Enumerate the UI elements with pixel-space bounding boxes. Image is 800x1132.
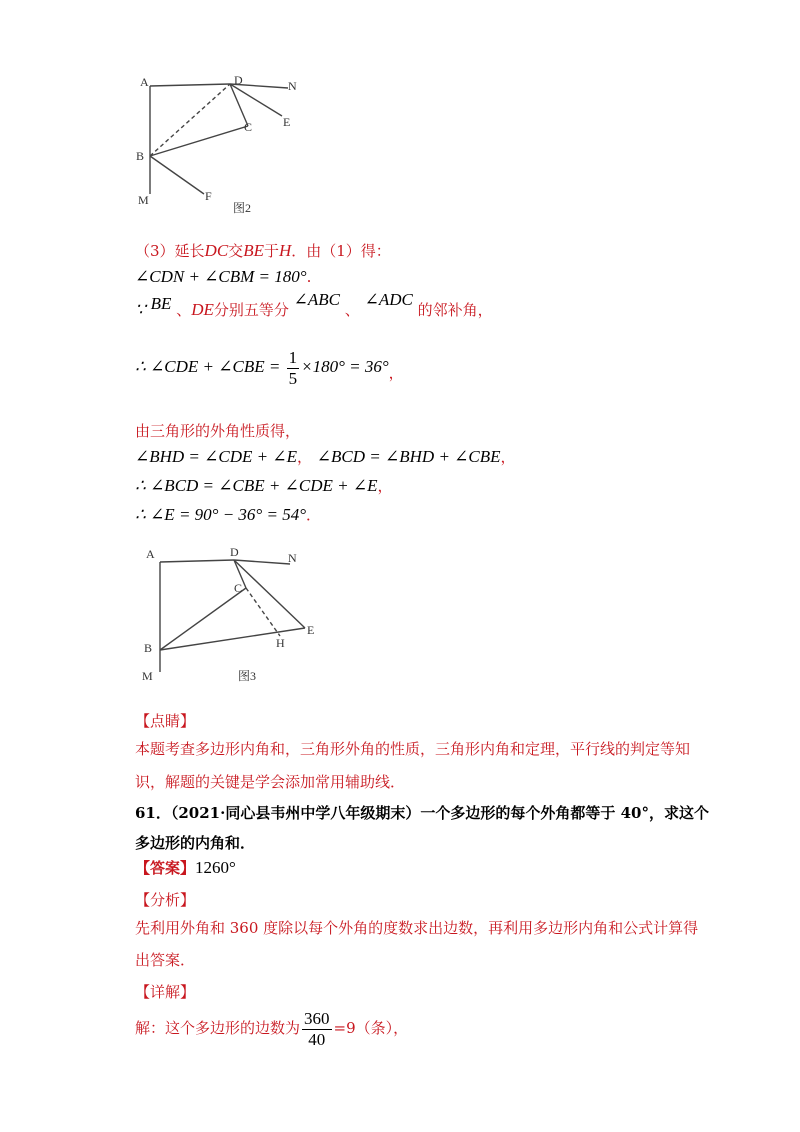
- figure-2: [130, 68, 310, 218]
- intro-mid2: 于: [263, 242, 279, 260]
- answer-label: 【答案】: [135, 859, 196, 877]
- fraction-360-40: [302, 1009, 332, 1050]
- because-de: DE: [191, 300, 214, 319]
- eq3-text: ∴ ∠BCD = ∠CBE + ∠CDE + ∠E: [135, 476, 378, 495]
- fraction-one-fifth: [287, 348, 300, 389]
- fig3-label-b: B: [144, 641, 153, 655]
- eq2-end: ，: [500, 448, 516, 466]
- fig2-caption: 图2: [233, 201, 252, 215]
- equation-bhd-bcd: [135, 447, 516, 467]
- figure-3: [130, 540, 330, 690]
- question-61-line-2: [135, 833, 255, 853]
- therefore1-pre: ∴ ∠CDE + ∠CBE =: [135, 357, 285, 376]
- detail-line: [135, 1006, 408, 1050]
- because-symbol: ∵: [135, 300, 146, 319]
- fig3-label-h: H: [276, 636, 285, 650]
- eq2b-text: ∠BCD = ∠BHD + ∠CBE: [316, 447, 501, 466]
- comment-line1-text: 本题考查多边形内角和，三角形外角的性质，三角形内角和定理，平行线的判定等知: [135, 740, 691, 758]
- detail-pre: 解：这个多边形的边数为: [135, 1019, 301, 1037]
- question-61-line-1: [135, 803, 709, 823]
- fig3-label-n: N: [288, 551, 297, 565]
- fig3-label-a: A: [146, 547, 155, 561]
- eq1-text: ∠CDN + ∠CBM = 180°: [135, 267, 307, 286]
- analysis-label-text: 【分析】: [135, 891, 196, 909]
- comment-title: [135, 711, 195, 731]
- analysis-line-1: [135, 918, 698, 938]
- detail-label: [135, 982, 195, 1002]
- intro-mid1: 交: [228, 242, 244, 260]
- comment-line-2: [135, 772, 405, 792]
- analysis-line1-text: 先利用外角和 360 度除以每个外角的度数求出边数，再利用多边形内角和公式计算得: [135, 919, 699, 937]
- eq1-end: .: [306, 268, 312, 286]
- fig3-label-c: C: [234, 581, 243, 595]
- detail-post: =9（条），: [333, 1019, 409, 1037]
- detail-label-text: 【详解】: [135, 983, 196, 1001]
- answer-line: [135, 858, 236, 878]
- intro-h: H: [278, 241, 292, 260]
- analysis-label: [135, 890, 195, 910]
- step3-intro: [135, 241, 391, 261]
- fig2-label-n: N: [288, 79, 297, 93]
- fig3-label-d: D: [230, 545, 239, 559]
- because-sep: 、: [176, 301, 192, 319]
- therefore1-post: ×180° = 36°: [301, 357, 389, 376]
- fraction-den: 5: [288, 368, 298, 388]
- eq2-sep: ，: [297, 448, 313, 466]
- because-be: BE: [150, 294, 172, 313]
- fig3-label-e: E: [307, 623, 315, 637]
- equation-e-result: [135, 505, 321, 525]
- because-abc: ∠ABC: [293, 290, 341, 309]
- fig2-label-d: D: [234, 73, 243, 87]
- eq4-end: ．: [306, 506, 322, 524]
- because-tail: 的邻补角，: [417, 301, 493, 319]
- therefore-cde-cbe: [135, 346, 404, 389]
- q61-line2-text: 多边形的内角和．: [135, 834, 256, 852]
- comment-line-1: [135, 739, 690, 759]
- analysis-line-2: [135, 950, 195, 970]
- detail-num: 360: [304, 1008, 330, 1028]
- figure-2-drawing: [130, 68, 310, 218]
- fig2-label-c: C: [244, 120, 253, 134]
- because-adc: ∠ADC: [364, 290, 413, 309]
- detail-den: 40: [308, 1029, 326, 1049]
- eq2a-text: ∠BHD = ∠CDE + ∠E: [135, 447, 297, 466]
- fig2-label-f: F: [205, 189, 212, 203]
- comment-title-text: 【点睛】: [135, 712, 196, 730]
- ext-text: 由三角形的外角性质得，: [135, 422, 301, 440]
- analysis-line2-text: 出答案．: [135, 951, 196, 969]
- because-sep2: 、: [344, 301, 360, 319]
- fraction-num: 1: [288, 347, 298, 367]
- answer-value: 1260°: [195, 858, 236, 877]
- equation-bcd-sum: [135, 476, 392, 496]
- q61-line1-text: 61．（2021·同心县韦州中学八年级期末）一个多边形的每个外角都等于 40°，求这个: [135, 804, 709, 822]
- therefore1-end: ，: [388, 364, 404, 382]
- fig2-label-a: A: [140, 75, 149, 89]
- equation-cdn-cbm: [135, 267, 311, 287]
- eq3-end: ，: [377, 477, 393, 495]
- intro-be: BE: [243, 241, 264, 260]
- intro-dc: DC: [204, 241, 229, 260]
- figure-3-drawing: [130, 540, 330, 690]
- fig2-label-b: B: [136, 149, 145, 163]
- fig3-label-m: M: [142, 669, 153, 683]
- eq4-text: ∴ ∠E = 90° − 36° = 54°: [135, 505, 307, 524]
- fig2-label-e: E: [283, 115, 291, 129]
- fig2-label-m: M: [138, 193, 149, 207]
- comment-line2-text: 识，解题的关键是学会添加常用辅助线．: [135, 773, 406, 791]
- intro-pre: （3）延长: [135, 242, 205, 260]
- because-text: 分别五等分: [213, 301, 289, 319]
- exterior-angle-text: [135, 421, 300, 441]
- intro-post: ．由（1）得：: [291, 242, 391, 260]
- fig3-caption: 图3: [238, 669, 257, 683]
- because-line: [135, 290, 493, 330]
